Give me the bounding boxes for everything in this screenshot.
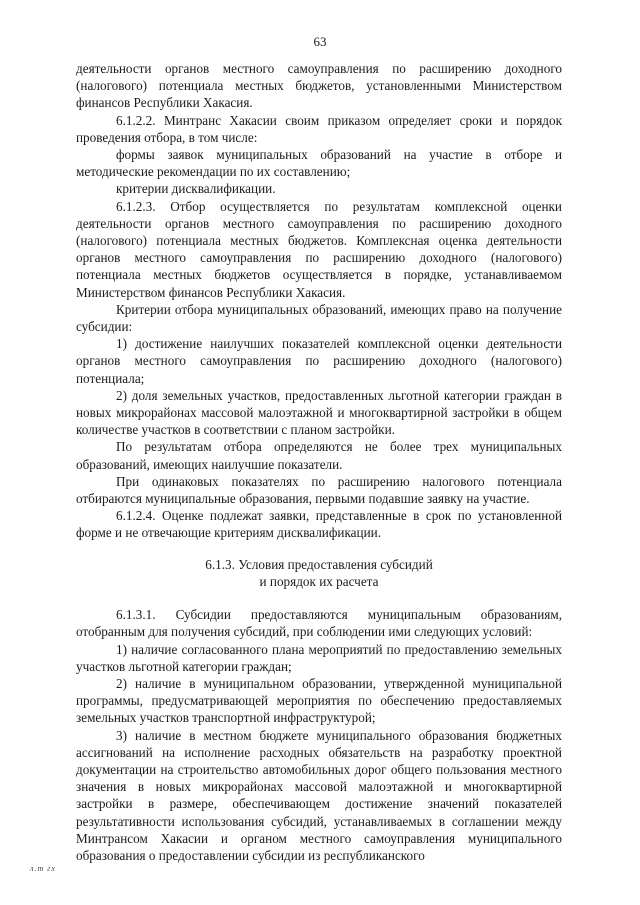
- document-body: [76, 60, 562, 864]
- paragraph-criterion-2: 2) доля земельных участков, предоставленных льготной категории граждан в новых микрорайонах массовой малоэтажной и многоквартирной застройки в общем количестве участков в соответствии с планом застройки.: [76, 387, 562, 438]
- paragraph-condition-2: 2) наличие в муниципальном образовании, утвержденной муниципальной программы, предусматривающей мероприятия по обеспечению предоставляемых земельных участков транспортной инфраструктурой;: [76, 675, 562, 726]
- paragraph-6-1-2-4: 6.1.2.4. Оценке подлежат заявки, представленные в срок по установленной форме и не отвечающие критериям дисквалификации.: [76, 508, 562, 541]
- section-heading-line-1: 6.1.3. Условия предоставления субсидий: [205, 556, 433, 572]
- paragraph-equal-indicators: При одинаковых показателях по расширению налогового потенциала отбираются муниципальные образования, первыми подавшие заявку на участие.: [76, 473, 562, 507]
- paragraph-list-item: формы заявок муниципальных образований на участие в отборе и методические рекомендации по их составлению;: [76, 147, 562, 180]
- paragraph-continuation: деятельности органов местного самоуправления по расширению доходного (налогового) потенциала местных бюджетов, установленными Министерством финансов Республики Хакасия.: [76, 61, 562, 111]
- paragraph-list-item: критерии дисквалификации.: [116, 181, 276, 197]
- paragraph-6-1-2-3: 6.1.2.3. Отбор осуществляется по результатам комплексной оценки деятельности органов местного самоуправления по расширению доходного (налогового) потенциала местных бюджетов. Комплексная оценка деятельности органов местного самоуправления по расширению доходного (налогового) потенциала местных бюджетов осуществляется в порядке, устанавливаемом Министерством финансов Республики Хакасия.: [76, 198, 562, 300]
- paragraph-6-1-2-2: 6.1.2.2. Минтранс Хакасии своим приказом определяет сроки и порядок проведения отбора, в том числе:: [76, 112, 562, 145]
- section-heading-line-2: и порядок их расчета: [259, 573, 379, 589]
- paragraph-6-1-3-1: 6.1.3.1. Субсидии предоставляются муниципальным образованиям, отобранным для получения субсидий, при соблюдении ими следующих условий:: [76, 607, 562, 640]
- paragraph-condition-1: 1) наличие согласованного плана мероприятий по предоставлению земельных участков льготной категории граждан;: [76, 641, 562, 674]
- paragraph-results: По результатам отбора определяются не более трех муниципальных образований, имеющих наилучшие показатели.: [76, 439, 562, 472]
- footer-mark: л.т гх: [30, 864, 56, 873]
- section-heading: [76, 556, 562, 590]
- paragraph-condition-3: 3) наличие в местном бюджете муниципального образования бюджетных ассигнований на исполнение расходных обязательств на разработку проектной документации на строительство автомобильных дорог общего пользования местного значения в новых микрорайонах массовой малоэтажной и многоквартирной застройки в размере, обеспечивающем достижение значений показателей результативности использования субсидий, устанавливаемых в соглашении между Минтрансом Хакасии и органом местного самоуправления муниципального образования о предоставлении субсидии из республиканского: [76, 727, 562, 863]
- paragraph-criterion-1: 1) достижение наилучших показателей комплексной оценки деятельности органов местного самоуправления по расширению доходного (налогового) потенциала;: [76, 336, 562, 386]
- page-number: 63: [313, 34, 327, 49]
- paragraph-criteria-intro: Критерии отбора муниципальных образований, имеющих право на получение субсидии:: [76, 301, 562, 335]
